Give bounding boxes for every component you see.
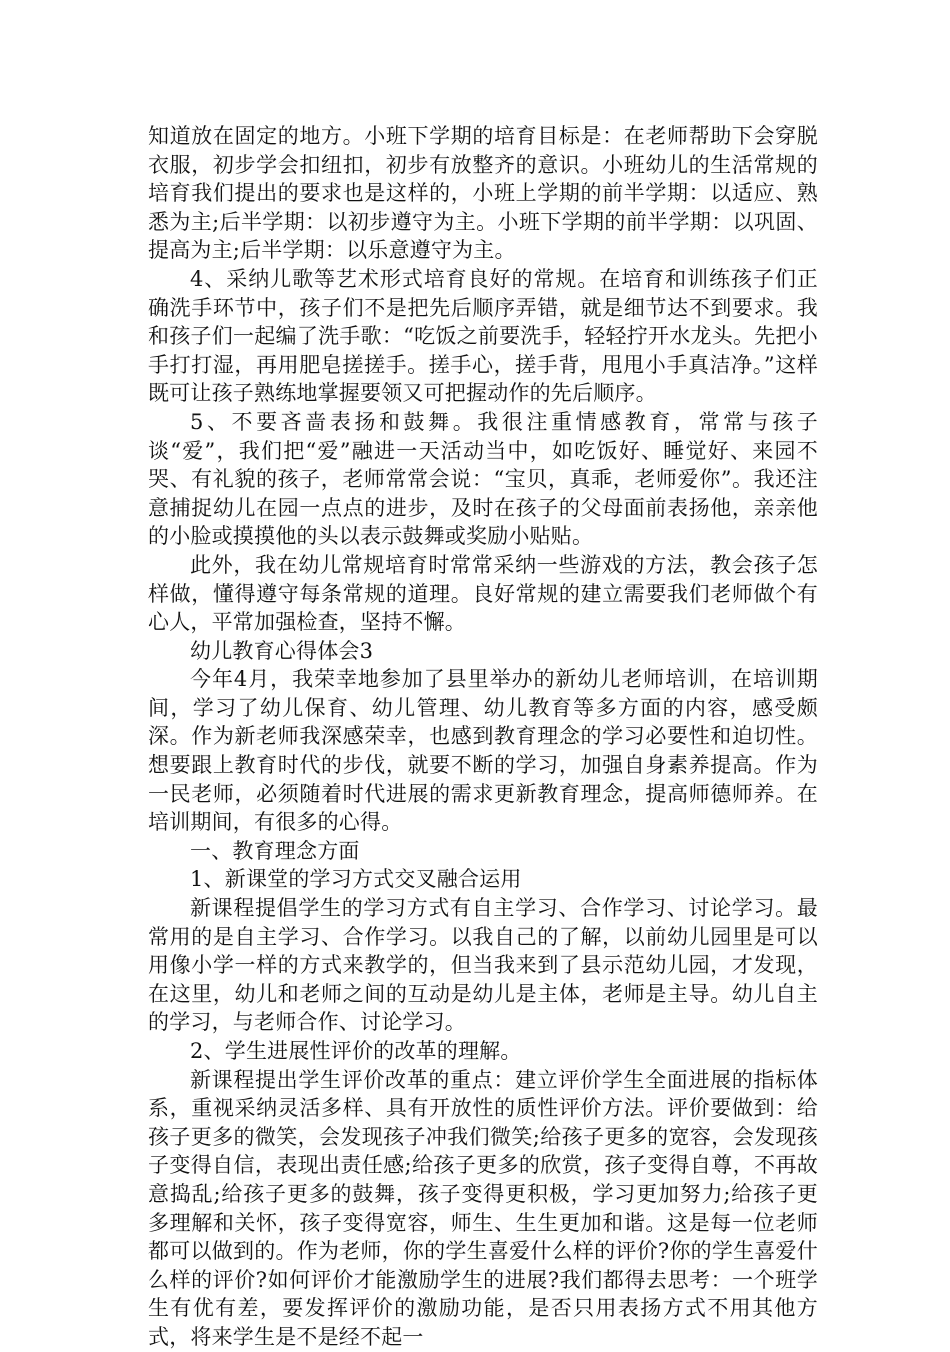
document-body bbox=[148, 122, 818, 1352]
paragraph-learning-methods: 新课程提倡学生的学习方式有自主学习、合作学习、讨论学习。最常用的是自主学习、合作学习。以我自己的了解，以前幼儿园里是可以用像小学一样的方式来教学的，但当我来到了县示范幼儿园，才发现，在这里，幼儿和老师之间的互动是幼儿是主体，老师是主导。幼儿自主的学习，与老师合作、讨论学习。 bbox=[148, 896, 818, 1035]
subheading-item-2: 2、学生进展性评价的改革的理解。 bbox=[190, 1039, 522, 1063]
paragraph-conclusion: 此外，我在幼儿常规培育时常常采纳一些游戏的方法，教会孩子怎样做，懂得遵守每条常规的道理。良好常规的建立需要我们老师做个有心人，平常加强检查，坚持不懈。 bbox=[148, 552, 818, 635]
paragraph-item-4: 4、采纳儿歌等艺术形式培育良好的常规。在培育和训练孩子们正确洗手环节中，孩子们不是把先后顺序弄错，就是细节达不到要求。我和孩子们一起编了洗手歌：“吃饭之前要洗手，轻轻拧开水龙头。先把小手打打湿，再用肥皂搓搓手。搓手心，搓手背，甩甩小手真洁净。”这样既可让孩子熟练地掌握要领又可把握动作的先后顺序。 bbox=[148, 266, 818, 406]
subheading-education-concept: 一、教育理念方面 bbox=[190, 838, 360, 863]
paragraph-evaluation-reform: 新课程提出学生评价改革的重点：建立评价学生全面进展的指标体系，重视采纳灵活多样、具有开放性的质性评价方法。评价要做到：给孩子更多的微笑，会发现孩子冲我们微笑;给孩子更多的宽容，会发现孩子变得自信，表现出责任感;给孩子更多的欣赏，孩子变得自尊，不再故意捣乱;给孩子更多的鼓舞，孩子变得更积极，学习更加努力;给孩子更多理解和关怀，孩子变得宽容，师生、生生更加和谐。这是每一位老师都可以做到的。作为老师，你的学生喜爱什么样的评价?你的学生喜爱什么样的评价?如何评价才能激励学生的进展?我们都得去思考：一个班学生有优有差，要发挥评价的激励功能，是否只用表扬方式不用其他方式，将来学生是不是经不起一 bbox=[148, 1067, 818, 1349]
section-heading: 幼儿教育心得体会3 bbox=[190, 638, 374, 663]
paragraph-item-5: 5、不要吝啬表扬和鼓舞。我很注重情感教育，常常与孩子谈“爱”，我们把“爱”融进一天活动当中，如吃饭好、睡觉好、来园不哭、有礼貌的孩子，老师常常会说：“宝贝，真乖，老师爱你”。我还注意捕捉幼儿在园一点点的进步，及时在孩子的父母面前表扬他，亲亲他的小脸或摸摸他的头以表示鼓舞或奖励小贴贴。 bbox=[148, 409, 818, 549]
paragraph-intro: 今年4月，我荣幸地参加了县里举办的新幼儿老师培训，在培训期间，学习了幼儿保育、幼儿管理、幼儿教育等多方面的内容，感受颇深。作为新老师我深感荣幸，也感到教育理念的学习必要性和迫切性。想要跟上教育时代的步伐，就要不断的学习，加强自身素养提高。作为一民老师，必须随着时代进展的需求更新教育理念，提高师德师养。在培训期间，有很多的心得。 bbox=[148, 667, 818, 835]
paragraph-continued: 知道放在固定的地方。小班下学期的培育目标是：在老师帮助下会穿脱衣服，初步学会扣纽扣，初步有放整齐的意识。小班幼儿的生活常规的培育我们提出的要求也是这样的，小班上学期的前半学期：以适应、熟悉为主;后半学期：以初步遵守为主。小班下学期的前半学期：以巩固、提高为主;后半学期：以乐意遵守为主。 bbox=[148, 124, 818, 263]
subheading-item-1: 1、新课堂的学习方式交叉融合运用 bbox=[190, 867, 522, 892]
